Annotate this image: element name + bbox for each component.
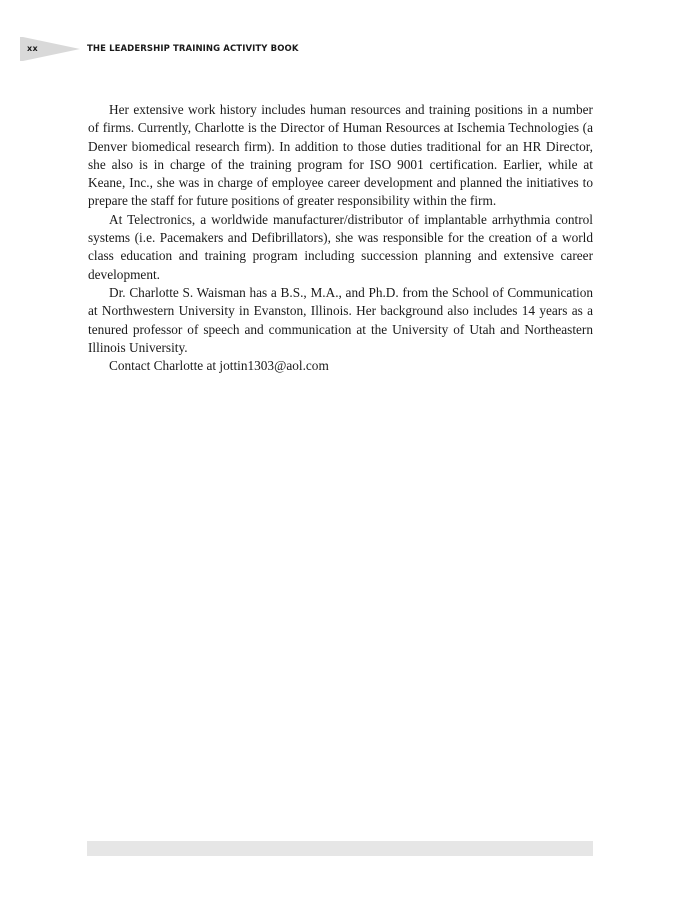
body-text <box>88 101 593 375</box>
footer-bar <box>87 841 593 856</box>
running-head: THE LEADERSHIP TRAINING ACTIVITY BOOK <box>87 44 299 54</box>
paragraph-contact: Contact Charlotte at jottin1303@aol.com <box>109 358 329 374</box>
paragraph-telectronics: At Telectronics, a worldwide manufacturer/distributor of implantable arrhythmia control systems (i.e. Pacemakers and Defibrillators), she was responsible for the creation of a world class education and training program including succession planning and extensive career development. <box>88 211 593 282</box>
page-number: xx <box>27 44 38 53</box>
paragraph-education: Dr. Charlotte S. Waisman has a B.S., M.A., and Ph.D. from the School of Communication at Northwestern University in Evanston, Illinois. Her background also includes 14 years as a tenured professor of speech and communication at the University of Utah and Northeastern Illinois University. <box>88 284 593 355</box>
paragraph-work-history: Her extensive work history includes human resources and training positions in a number of firms. Currently, Charlotte is the Director of Human Resources at Ischemia Technologies (a Denver biomedical research firm). In addition to those duties traditional for an HR Director, she also is in charge of the training program for ISO 9001 certification. Earlier, while at Keane, Inc., she was in charge of employee career development and planned the initiatives to prepare the staff for future positions of greater responsibility within the firm. <box>88 102 593 209</box>
